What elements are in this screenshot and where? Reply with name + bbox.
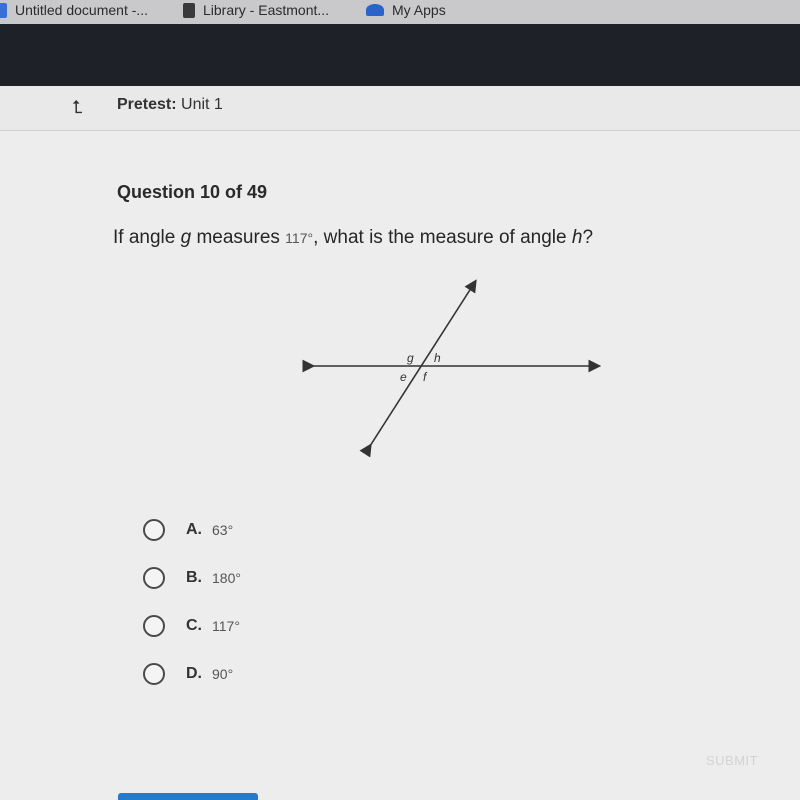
choice-letter: C.: [186, 617, 202, 634]
choice-b[interactable]: [143, 564, 241, 592]
apps-icon: [366, 4, 384, 16]
question-text-part: , what is the measure of angle: [313, 227, 572, 248]
angle-label-h: h: [434, 351, 441, 365]
question-text-part: ?: [582, 227, 594, 248]
radio-button[interactable]: [143, 567, 165, 589]
bookmark-untitled-document[interactable]: [0, 0, 148, 20]
choice-value: 117°: [212, 618, 240, 634]
angle-h-var: h: [571, 227, 583, 248]
bookmarks-bar: [0, 0, 800, 24]
question-text-part: If angle: [113, 227, 181, 248]
transversal-line: [370, 282, 475, 446]
choice-a[interactable]: [143, 516, 233, 544]
choice-letter: B.: [186, 569, 202, 586]
question-text-part: measures: [191, 227, 286, 248]
docs-icon: [0, 3, 7, 18]
app-header: [0, 24, 800, 86]
page-title-rest: Unit 1: [176, 96, 223, 113]
choice-d[interactable]: [143, 660, 233, 688]
bookmark-my-apps[interactable]: [366, 0, 446, 20]
choice-value: 180°: [212, 570, 241, 586]
page-title: [117, 96, 223, 114]
angle-label-e: e: [400, 370, 407, 384]
question-heading: Question 10 of 49: [117, 182, 268, 202]
next-button[interactable]: [118, 793, 258, 800]
bookmark-label: Untitled document -...: [15, 2, 149, 18]
bookmark-library[interactable]: [183, 0, 329, 20]
choice-c[interactable]: [143, 612, 240, 640]
angle-label-f: f: [423, 370, 427, 384]
choice-letter: D.: [186, 665, 202, 682]
radio-button[interactable]: [143, 615, 165, 637]
choice-value: 90°: [212, 666, 234, 682]
angle-label-g: g: [407, 351, 414, 365]
page-title-bold: Pretest:: [117, 96, 177, 113]
bookmark-label: My Apps: [392, 2, 446, 18]
angle-value: 117°: [285, 230, 314, 246]
angle-g-var: g: [180, 227, 192, 248]
submit-button[interactable]: SUBMIT: [706, 753, 759, 768]
library-icon: [183, 3, 195, 18]
back-arrow-icon[interactable]: ⮤: [72, 97, 83, 117]
intersecting-lines-diagram: [300, 270, 610, 460]
bookmark-label: Library - Eastmont...: [203, 2, 330, 18]
choice-value: 63°: [212, 522, 234, 538]
choice-letter: A.: [186, 521, 202, 538]
radio-button[interactable]: [143, 519, 165, 541]
radio-button[interactable]: [143, 663, 165, 685]
question-text: [113, 227, 593, 249]
